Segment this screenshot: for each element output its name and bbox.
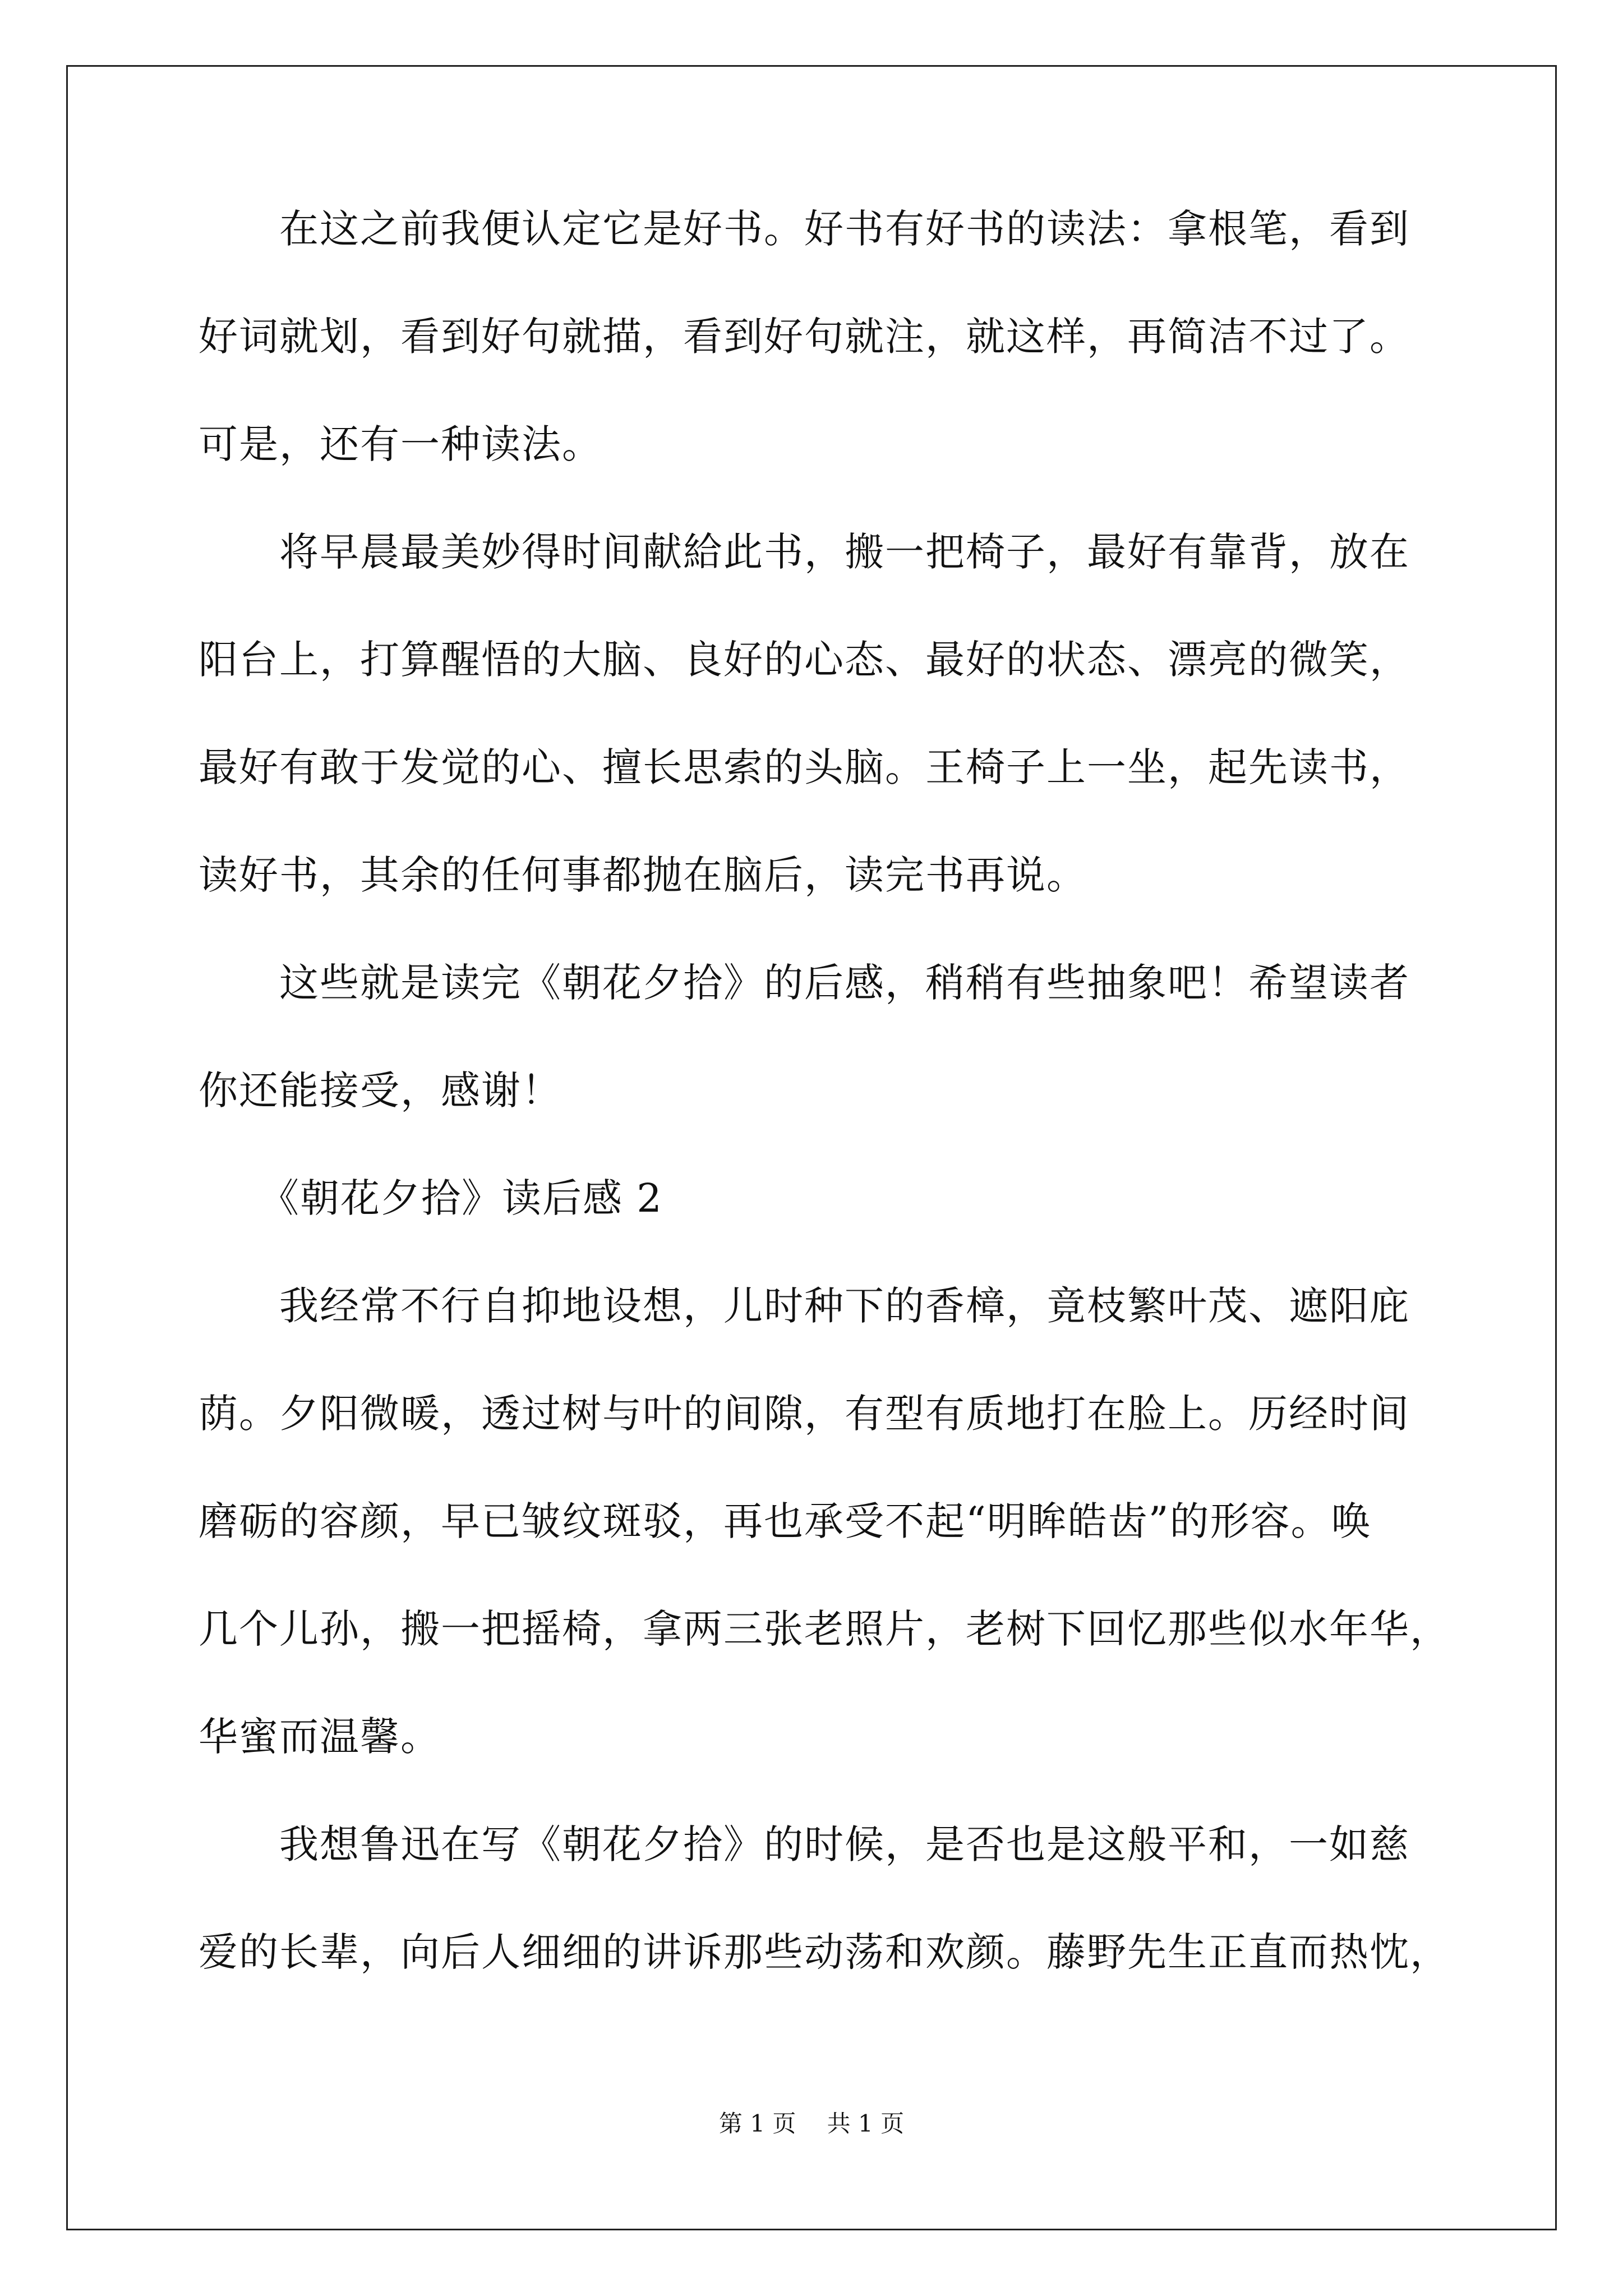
section-heading: 《朝花夕拾》读后感 2	[199, 1175, 663, 1221]
page-border	[66, 65, 1557, 2230]
text-line: 我想鲁迅在写《朝花夕拾》的时候，是否也是这般平和，一如慈	[199, 1821, 1410, 1867]
text-line: 将早晨最美妙得时间献給此书，搬一把椅子，最好有靠背，放在	[199, 529, 1410, 575]
text-line: 我经常不行自抑地设想，儿时种下的香樟，竟枝繁叶茂、遮阳庇	[199, 1283, 1410, 1329]
text-line: 读好书，其余的任何事都抛在脑后，读完书再说。	[199, 852, 1087, 898]
text-line: 这些就是读完《朝花夕拾》的后感，稍稍有些抽象吧！希望读者	[199, 960, 1410, 1006]
text-line: 荫。夕阳微暖，透过树与叶的间隙，有型有质地打在脸上。历经时间	[199, 1391, 1410, 1437]
text-line: 最好有敢于发觉的心、擅长思索的头脑。王椅子上一坐，起先读书，	[199, 744, 1410, 790]
page-number-footer: 第 1 页 共 1 页	[718, 2110, 905, 2137]
text-line: 在这之前我便认定它是好书。好书有好书的读法：拿根笔，看到	[199, 206, 1410, 252]
text-line: 你还能接受，感谢！	[199, 1068, 562, 1114]
text-line: 可是，还有一种读法。	[199, 421, 602, 467]
text-line: 阳台上，打算醒悟的大脑、良好的心态、最好的状态、漂亮的微笑，	[199, 637, 1410, 683]
text-line: 爱的长辈，向后人细细的讲诉那些动荡和欢颜。藤野先生正直而热忱，	[199, 1929, 1450, 1975]
text-line: 几个儿孙，搬一把摇椅，拿两三张老照片，老树下回忆那些似水年华，	[199, 1606, 1450, 1652]
text-line: 磨砺的容颜，早已皱纹斑驳，再也承受不起“明眸皓齿”的形容。唤	[199, 1498, 1372, 1544]
text-line: 好词就划，看到好句就描，看到好句就注，就这样，再简洁不过了。	[199, 314, 1410, 360]
text-line: 华蜜而温馨。	[199, 1714, 441, 1760]
